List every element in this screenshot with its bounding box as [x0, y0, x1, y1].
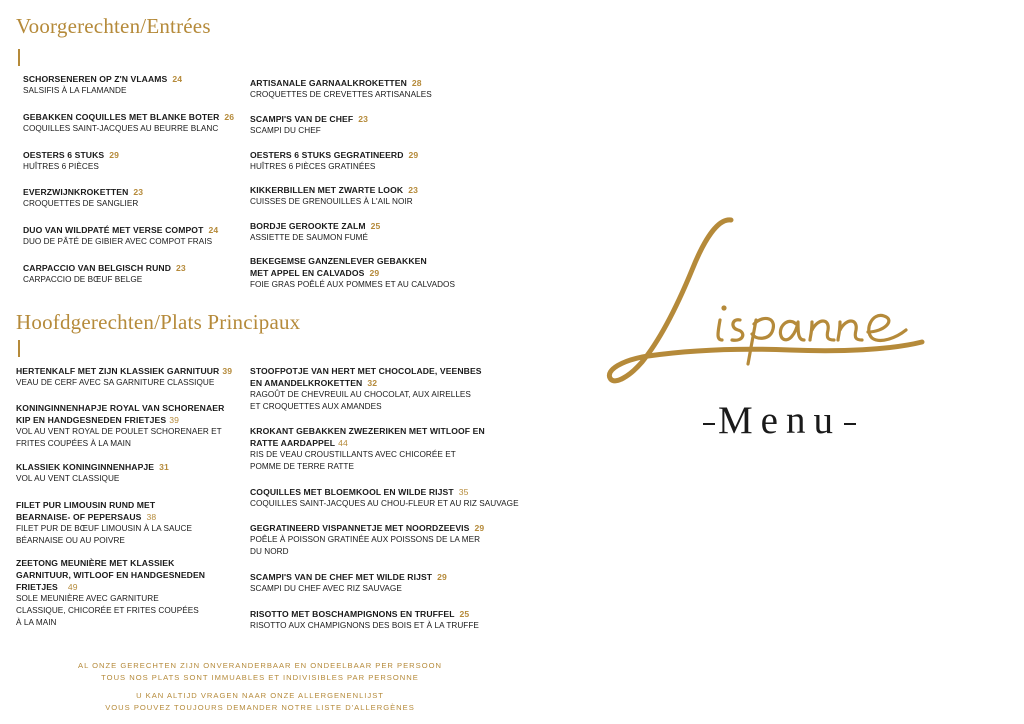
dish-name: DUO VAN WILDPATÉ MET VERSE COMPOT	[23, 225, 204, 235]
footer-line-fr: VOUS POUVEZ TOUJOURS DEMANDER NOTRE LISTE D'ALLERGÈNES	[105, 703, 415, 712]
dish-name: BEKEGEMSE GANZENLEVER GEBAKKEN MET APPEL EN CALVADOS	[250, 256, 427, 278]
dish-name: SCAMPI'S VAN DE CHEF	[250, 114, 354, 124]
menu-item	[16, 365, 232, 389]
dish-price: 24	[208, 225, 219, 235]
menu-word: Menu	[718, 399, 841, 442]
entrees-divider	[18, 49, 20, 66]
dish-price: 24	[172, 74, 183, 84]
dish-translation: CROQUETTES DE SANGLIER	[23, 199, 139, 208]
dish-name: KONINGINNENHAPJE ROYAL VAN SCHORENAER KIP EN HANDGESNEDEN FRIETJES	[16, 403, 225, 425]
entrees-title: Voorgerechten/Entrées	[16, 14, 211, 38]
mains-title: Hoofdgerechten/Plats Principaux	[16, 310, 301, 334]
dish-name: KLASSIEK KONINGINNENHAPJE	[16, 462, 155, 472]
menu-item	[250, 365, 490, 413]
dish-name: ARTISANALE GARNAALKROKETTEN	[250, 78, 407, 88]
footer-line-nl: AL ONZE GERECHTEN ZIJN ONVERANDERBAAR EN ONDEELBAAR PER PERSOON	[78, 661, 442, 670]
menu-item	[250, 77, 432, 101]
menu-item	[16, 402, 226, 450]
dish-name: KIKKERBILLEN MET ZWARTE LOOK	[250, 185, 404, 195]
dish-name: SCAMPI'S VAN DE CHEF MET WILDE RIJST	[250, 572, 433, 582]
menu-item	[250, 255, 455, 291]
dish-translation: DUO DE PÂTÉ DE GIBIER AVEC COMPOT FRAIS	[23, 237, 213, 246]
dish-name: BORDJE GEROOKTE ZALM	[250, 221, 366, 231]
dish-price: 39	[222, 366, 233, 376]
menu-item	[23, 262, 186, 286]
dish-price: 29	[109, 150, 120, 160]
mains-divider	[18, 340, 20, 357]
menu-item	[250, 608, 479, 632]
dish-name: COQUILLES MET BLOEMKOOL EN WILDE RIJST	[250, 487, 454, 497]
footer-line-nl: U KAN ALTIJD VRAGEN NAAR ONZE ALLERGENENLIJST	[136, 691, 384, 700]
dish-name: STOOFPOTJE VAN HERT MET CHOCOLADE, VEENBES EN AMANDELKROKETTEN	[250, 366, 482, 388]
dish-translation: VOL AU VENT ROYAL DE POULET SCHORENAER ET FRITES COUPÉES À LA MAIN	[16, 427, 222, 448]
menu-item	[250, 220, 380, 244]
dish-translation: POÊLE À POISSON GRATINÉE AUX POISSONS DE LA MER DU NORD	[250, 535, 481, 556]
menu-item	[23, 186, 143, 210]
dish-translation: COQUILLES SAINT-JACQUES AU CHOU-FLEUR ET AU RIZ SAUVAGE	[250, 499, 519, 508]
dish-translation: FILET PUR DE BŒUF LIMOUSIN À LA SAUCE BÉARNAISE OU AU POIVRE	[16, 524, 192, 545]
dish-name: KROKANT GEBAKKEN ZWEZERIKEN MET WITLOOF EN RATTE AARDAPPEL	[250, 426, 485, 448]
dish-price: 23	[358, 114, 368, 124]
menu-item	[23, 73, 182, 97]
decorative-dash	[703, 423, 715, 425]
dish-translation: RIS DE VEAU CROUSTILLANTS AVEC CHICORÉE ET POMME DE TERRE RATTE	[250, 450, 456, 471]
footer-notice-portions	[40, 660, 480, 684]
dish-price: 31	[159, 462, 169, 472]
menu-item	[23, 224, 218, 248]
dish-translation: FOIE GRAS POÊLÉ AUX POMMES ET AU CALVADOS	[250, 280, 455, 289]
menu-item	[16, 461, 169, 485]
menu-item	[16, 557, 231, 629]
dish-translation: CARPACCIO DE BŒUF BELGE	[23, 275, 143, 284]
dish-price: 29	[408, 150, 419, 160]
menu-item	[250, 571, 447, 595]
dish-name: SCHORSENEREN OP Z'N VLAAMS	[23, 74, 168, 84]
menu-item	[23, 111, 234, 135]
dish-price: 23	[176, 263, 186, 273]
dish-translation: HUÎTRES 6 PIÈCES	[23, 162, 99, 171]
menu-item	[250, 113, 368, 137]
dish-price: 35	[458, 487, 469, 497]
lispanne-logo	[600, 200, 930, 400]
menu-item	[250, 149, 418, 173]
dish-price: 29	[437, 572, 447, 582]
dish-name: OESTERS 6 STUKS GEGRATINEERD	[250, 150, 404, 160]
dish-translation: CROQUETTES DE CREVETTES ARTISANALES	[250, 90, 432, 99]
dish-price: 25	[459, 609, 470, 619]
menu-item	[250, 425, 485, 473]
footer-line-fr: TOUS NOS PLATS SONT IMMUABLES ET INDIVISIBLES PAR PERSONNE	[101, 673, 419, 682]
dish-name: GEBAKKEN COQUILLES MET BLANKE BOTER	[23, 112, 220, 122]
dish-translation: RISOTTO AUX CHAMPIGNONS DES BOIS ET À LA TRUFFE	[250, 621, 479, 630]
dish-price: 25	[370, 221, 381, 231]
dish-translation: COQUILLES SAINT-JACQUES AU BEURRE BLANC	[23, 124, 219, 133]
dish-translation: ASSIETTE DE SAUMON FUMÉ	[250, 233, 369, 242]
menu-item	[16, 499, 226, 547]
menu-item	[250, 522, 485, 558]
dish-price: 23	[408, 185, 418, 195]
dish-name: CARPACCIO VAN BELGISCH RUND	[23, 263, 171, 273]
dish-price: 38	[146, 512, 157, 522]
dish-price: 28	[411, 78, 422, 88]
menu-item	[250, 184, 418, 208]
dish-name: RISOTTO MET BOSCHAMPIGNONS EN TRUFFEL	[250, 609, 455, 619]
decorative-dash	[844, 423, 856, 425]
dish-price: 23	[133, 187, 144, 197]
menu-heading	[700, 398, 870, 448]
dish-translation: HUÎTRES 6 PIÈCES GRATINÉES	[250, 162, 376, 171]
dish-price: 26	[224, 112, 235, 122]
dish-translation: VEAU DE CERF AVEC SA GARNITURE CLASSIQUE	[16, 378, 215, 387]
dish-translation: SCAMPI DU CHEF	[250, 126, 321, 135]
footer-notice-allergens	[40, 690, 480, 714]
dish-name: GEGRATINEERD VISPANNETJE MET NOORDZEEVIS	[250, 523, 470, 533]
dish-price: 44	[338, 438, 348, 448]
dish-name: FILET PUR LIMOUSIN RUND MET BEARNAISE- OF PEPERSAUS	[16, 500, 156, 522]
dish-translation: SALSIFIS À LA FLAMANDE	[23, 86, 127, 95]
dish-name: HERTENKALF MET ZIJN KLASSIEK GARNITUUR	[16, 366, 220, 376]
dish-name: OESTERS 6 STUKS	[23, 150, 105, 160]
dish-price: 29	[474, 523, 485, 533]
dish-translation: SCAMPI DU CHEF AVEC RIZ SAUVAGE	[250, 584, 402, 593]
dish-translation: SOLE MEUNIÈRE AVEC GARNITURE CLASSIQUE, CHICORÉE ET FRITES COUPÉES À LA MAIN	[16, 594, 199, 627]
dish-price: 32	[367, 378, 378, 388]
dish-translation: VOL AU VENT CLASSIQUE	[16, 474, 120, 483]
dish-name: ZEETONG MEUNIÈRE MET KLASSIEK GARNITUUR, WITLOOF EN HANDGESNEDEN FRIETJES	[16, 558, 206, 592]
dish-translation: CUISSES DE GRENOUILLES À L'AIL NOIR	[250, 197, 413, 206]
dish-price: 39	[169, 415, 179, 425]
dish-name: EVERZWIJNKROKETTEN	[23, 187, 129, 197]
dish-price: 29	[369, 268, 380, 278]
menu-item	[250, 486, 519, 510]
menu-item	[23, 149, 119, 173]
dish-translation: RAGOÛT DE CHEVREUIL AU CHOCOLAT, AUX AIRELLES ET CROQUETTES AUX AMANDES	[250, 390, 471, 411]
dish-price: 49	[67, 582, 78, 592]
